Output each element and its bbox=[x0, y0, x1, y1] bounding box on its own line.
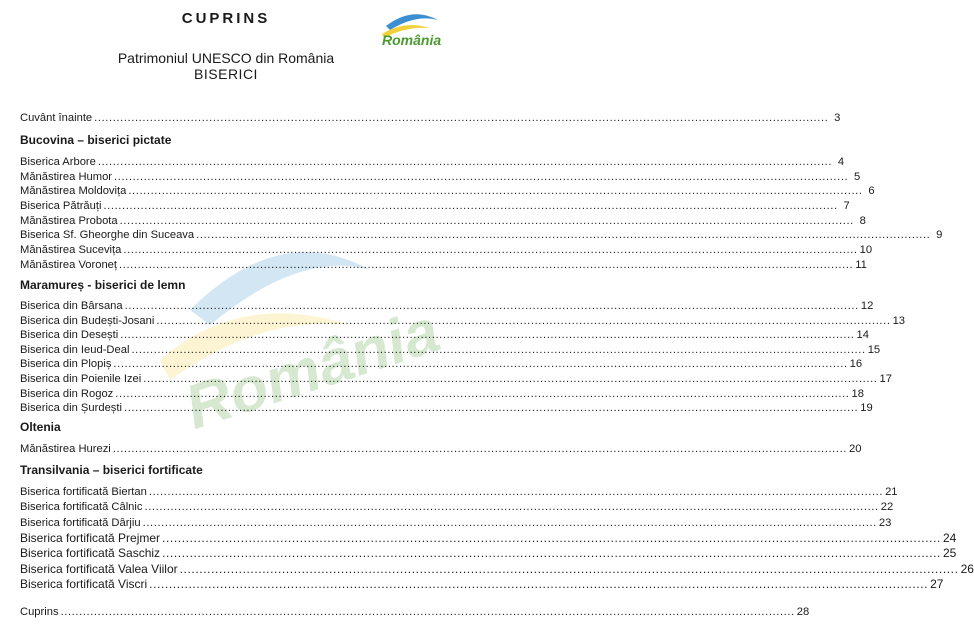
toc-entry-label: Biserica din Budești-Josani bbox=[20, 315, 155, 327]
toc-entry[interactable] bbox=[20, 258, 867, 272]
toc-leader-dots bbox=[162, 546, 941, 560]
toc-entry-label: Cuvânt înainte bbox=[20, 112, 93, 124]
toc-page-number: 21 bbox=[885, 486, 898, 498]
toc-entry[interactable] bbox=[20, 577, 944, 591]
toc-leader-dots bbox=[119, 258, 853, 272]
toc-entry-label: Biserica din Șurdești bbox=[20, 402, 122, 414]
toc-page-number: 28 bbox=[796, 606, 810, 618]
toc-entry[interactable] bbox=[20, 500, 894, 514]
toc-page-number: 17 bbox=[879, 373, 892, 385]
toc-leader-dots bbox=[144, 500, 878, 514]
toc-entry[interactable] bbox=[20, 214, 866, 228]
toc-entry-label: Biserica fortificată Prejmer bbox=[20, 531, 161, 545]
toc-entry-label: Biserica fortificată Câlnic bbox=[20, 501, 143, 513]
toc-page-number: 10 bbox=[859, 244, 873, 256]
toc-entry-label: Biserica fortificată Biertan bbox=[20, 486, 147, 498]
toc-leader-dots bbox=[115, 387, 849, 401]
toc-leader-dots bbox=[113, 442, 847, 456]
toc-page-number: 19 bbox=[860, 402, 873, 414]
toc-entry-label: Mănăstirea Probota bbox=[20, 215, 118, 227]
toc-leader-dots bbox=[125, 299, 859, 313]
toc-section-heading: Oltenia bbox=[20, 420, 61, 434]
toc-leader-dots bbox=[113, 357, 847, 371]
toc-leader-dots bbox=[128, 184, 862, 198]
toc-entry-label: Mănăstirea Hurezi bbox=[20, 443, 111, 455]
toc-entry-label: Mănăstirea Moldovița bbox=[20, 185, 127, 197]
toc-leader-dots bbox=[162, 531, 941, 545]
toc-entry-label: Biserica din Poienile Izei bbox=[20, 373, 142, 385]
toc-leader-dots bbox=[143, 516, 877, 530]
toc-entry[interactable] bbox=[20, 605, 810, 619]
toc-page-number: 20 bbox=[849, 443, 862, 455]
toc-leader-dots bbox=[196, 228, 930, 242]
toc-leader-dots bbox=[123, 243, 857, 257]
toc-page-number: 24 bbox=[942, 531, 957, 545]
toc-entry[interactable] bbox=[20, 516, 892, 530]
toc-page-number: 9 bbox=[936, 229, 943, 241]
toc-page-number: 8 bbox=[859, 215, 866, 227]
toc-entry-label: Biserica din Plopiș bbox=[20, 358, 112, 370]
toc-entry-label: Biserica fortificată Dârjiu bbox=[20, 517, 141, 529]
toc-entry-label: Mănăstirea Sucevița bbox=[20, 244, 122, 256]
toc-page-number: 3 bbox=[834, 112, 841, 124]
toc-leader-dots bbox=[180, 562, 959, 576]
toc-entry[interactable] bbox=[20, 299, 874, 313]
svg-text:România: România bbox=[177, 296, 448, 443]
toc-entry[interactable] bbox=[20, 357, 863, 371]
toc-entry[interactable] bbox=[20, 442, 862, 456]
toc-leader-dots bbox=[143, 372, 877, 386]
toc-page-number: 22 bbox=[880, 501, 894, 513]
toc-leader-dots bbox=[114, 170, 848, 184]
toc-entry[interactable] bbox=[20, 485, 898, 499]
toc-leader-dots bbox=[120, 214, 854, 228]
toc-leader-dots bbox=[131, 343, 865, 357]
toc-section-heading: Transilvania – biserici fortificate bbox=[20, 463, 203, 477]
toc-entry-label: Biserica din Bârsana bbox=[20, 300, 123, 312]
toc-page-number: 6 bbox=[868, 185, 875, 197]
toc-entry[interactable] bbox=[20, 343, 881, 357]
toc-page-number: 11 bbox=[855, 259, 867, 271]
toc-entry-label: Biserica Sf. Gheorghe din Suceava bbox=[20, 229, 195, 241]
toc-entry[interactable] bbox=[20, 228, 943, 242]
toc-entry-label: Biserica Arbore bbox=[20, 156, 96, 168]
toc-leader-dots bbox=[149, 577, 928, 591]
page-subtitle-2: BISERICI bbox=[194, 66, 258, 82]
toc-entry-label: Biserica fortificată Saschiz bbox=[20, 546, 161, 560]
toc-page-number: 12 bbox=[860, 300, 874, 312]
toc-section-heading: Maramureș - biserici de lemn bbox=[20, 278, 186, 292]
toc-page-number: 15 bbox=[867, 344, 881, 356]
toc-leader-dots bbox=[94, 111, 828, 125]
toc-entry[interactable] bbox=[20, 184, 875, 198]
toc-entry[interactable] bbox=[20, 546, 957, 560]
toc-entry[interactable] bbox=[20, 170, 861, 184]
toc-entry[interactable] bbox=[20, 372, 892, 386]
toc-leader-dots bbox=[120, 328, 854, 342]
page-title: CUPRINS bbox=[181, 10, 271, 27]
toc-page-number: 7 bbox=[843, 200, 850, 212]
toc-entry[interactable] bbox=[20, 562, 974, 576]
toc-entry-label: Mănăstirea Voroneț bbox=[20, 259, 118, 271]
toc-page-number: 23 bbox=[878, 517, 892, 529]
toc-page-number: 16 bbox=[849, 358, 863, 370]
toc-leader-dots bbox=[61, 605, 795, 619]
page-subtitle: Patrimoniul UNESCO din România bbox=[117, 50, 335, 66]
toc-entry[interactable] bbox=[20, 328, 869, 342]
toc-page-number: 13 bbox=[892, 315, 906, 327]
toc-entry[interactable] bbox=[20, 401, 873, 415]
toc-leader-dots bbox=[124, 401, 858, 415]
toc-page-number: 4 bbox=[837, 156, 845, 168]
toc-page-number: 18 bbox=[851, 388, 864, 400]
toc-entry[interactable] bbox=[20, 199, 850, 213]
toc-entry[interactable] bbox=[20, 111, 841, 125]
toc-entry-label: Biserica fortificată Valea Viilor bbox=[20, 562, 178, 576]
toc-page-number: 26 bbox=[960, 562, 974, 576]
toc-page-number: 14 bbox=[856, 329, 869, 341]
toc-entry-label: Biserica din Rogoz bbox=[20, 388, 114, 400]
toc-entry-label: Biserica din Desești bbox=[20, 329, 119, 341]
toc-leader-dots bbox=[98, 155, 832, 169]
toc-entry[interactable] bbox=[20, 531, 957, 545]
toc-entry-label: Biserica fortificată Viscri bbox=[20, 577, 148, 591]
toc-entry[interactable] bbox=[20, 314, 906, 328]
toc-entry[interactable] bbox=[20, 243, 873, 257]
toc-leader-dots bbox=[156, 314, 890, 328]
toc-page-number: 25 bbox=[943, 546, 957, 560]
toc-entry-label: Cuprins bbox=[20, 606, 59, 618]
toc-page-number: 27 bbox=[930, 577, 944, 591]
toc-leader-dots bbox=[103, 199, 837, 213]
toc-entry[interactable] bbox=[20, 155, 845, 169]
toc-entry[interactable] bbox=[20, 387, 864, 401]
toc-entry-label: Biserica din Ieud-Deal bbox=[20, 344, 130, 356]
toc-leader-dots bbox=[149, 485, 883, 499]
toc-section-heading: Bucovina – biserici pictate bbox=[20, 133, 172, 147]
toc-entry-label: Biserica Pătrăuți bbox=[20, 200, 102, 212]
toc-page-number: 5 bbox=[854, 171, 861, 183]
toc-entry-label: Mănăstirea Humor bbox=[20, 171, 113, 183]
svg-text:România: România bbox=[382, 32, 442, 48]
